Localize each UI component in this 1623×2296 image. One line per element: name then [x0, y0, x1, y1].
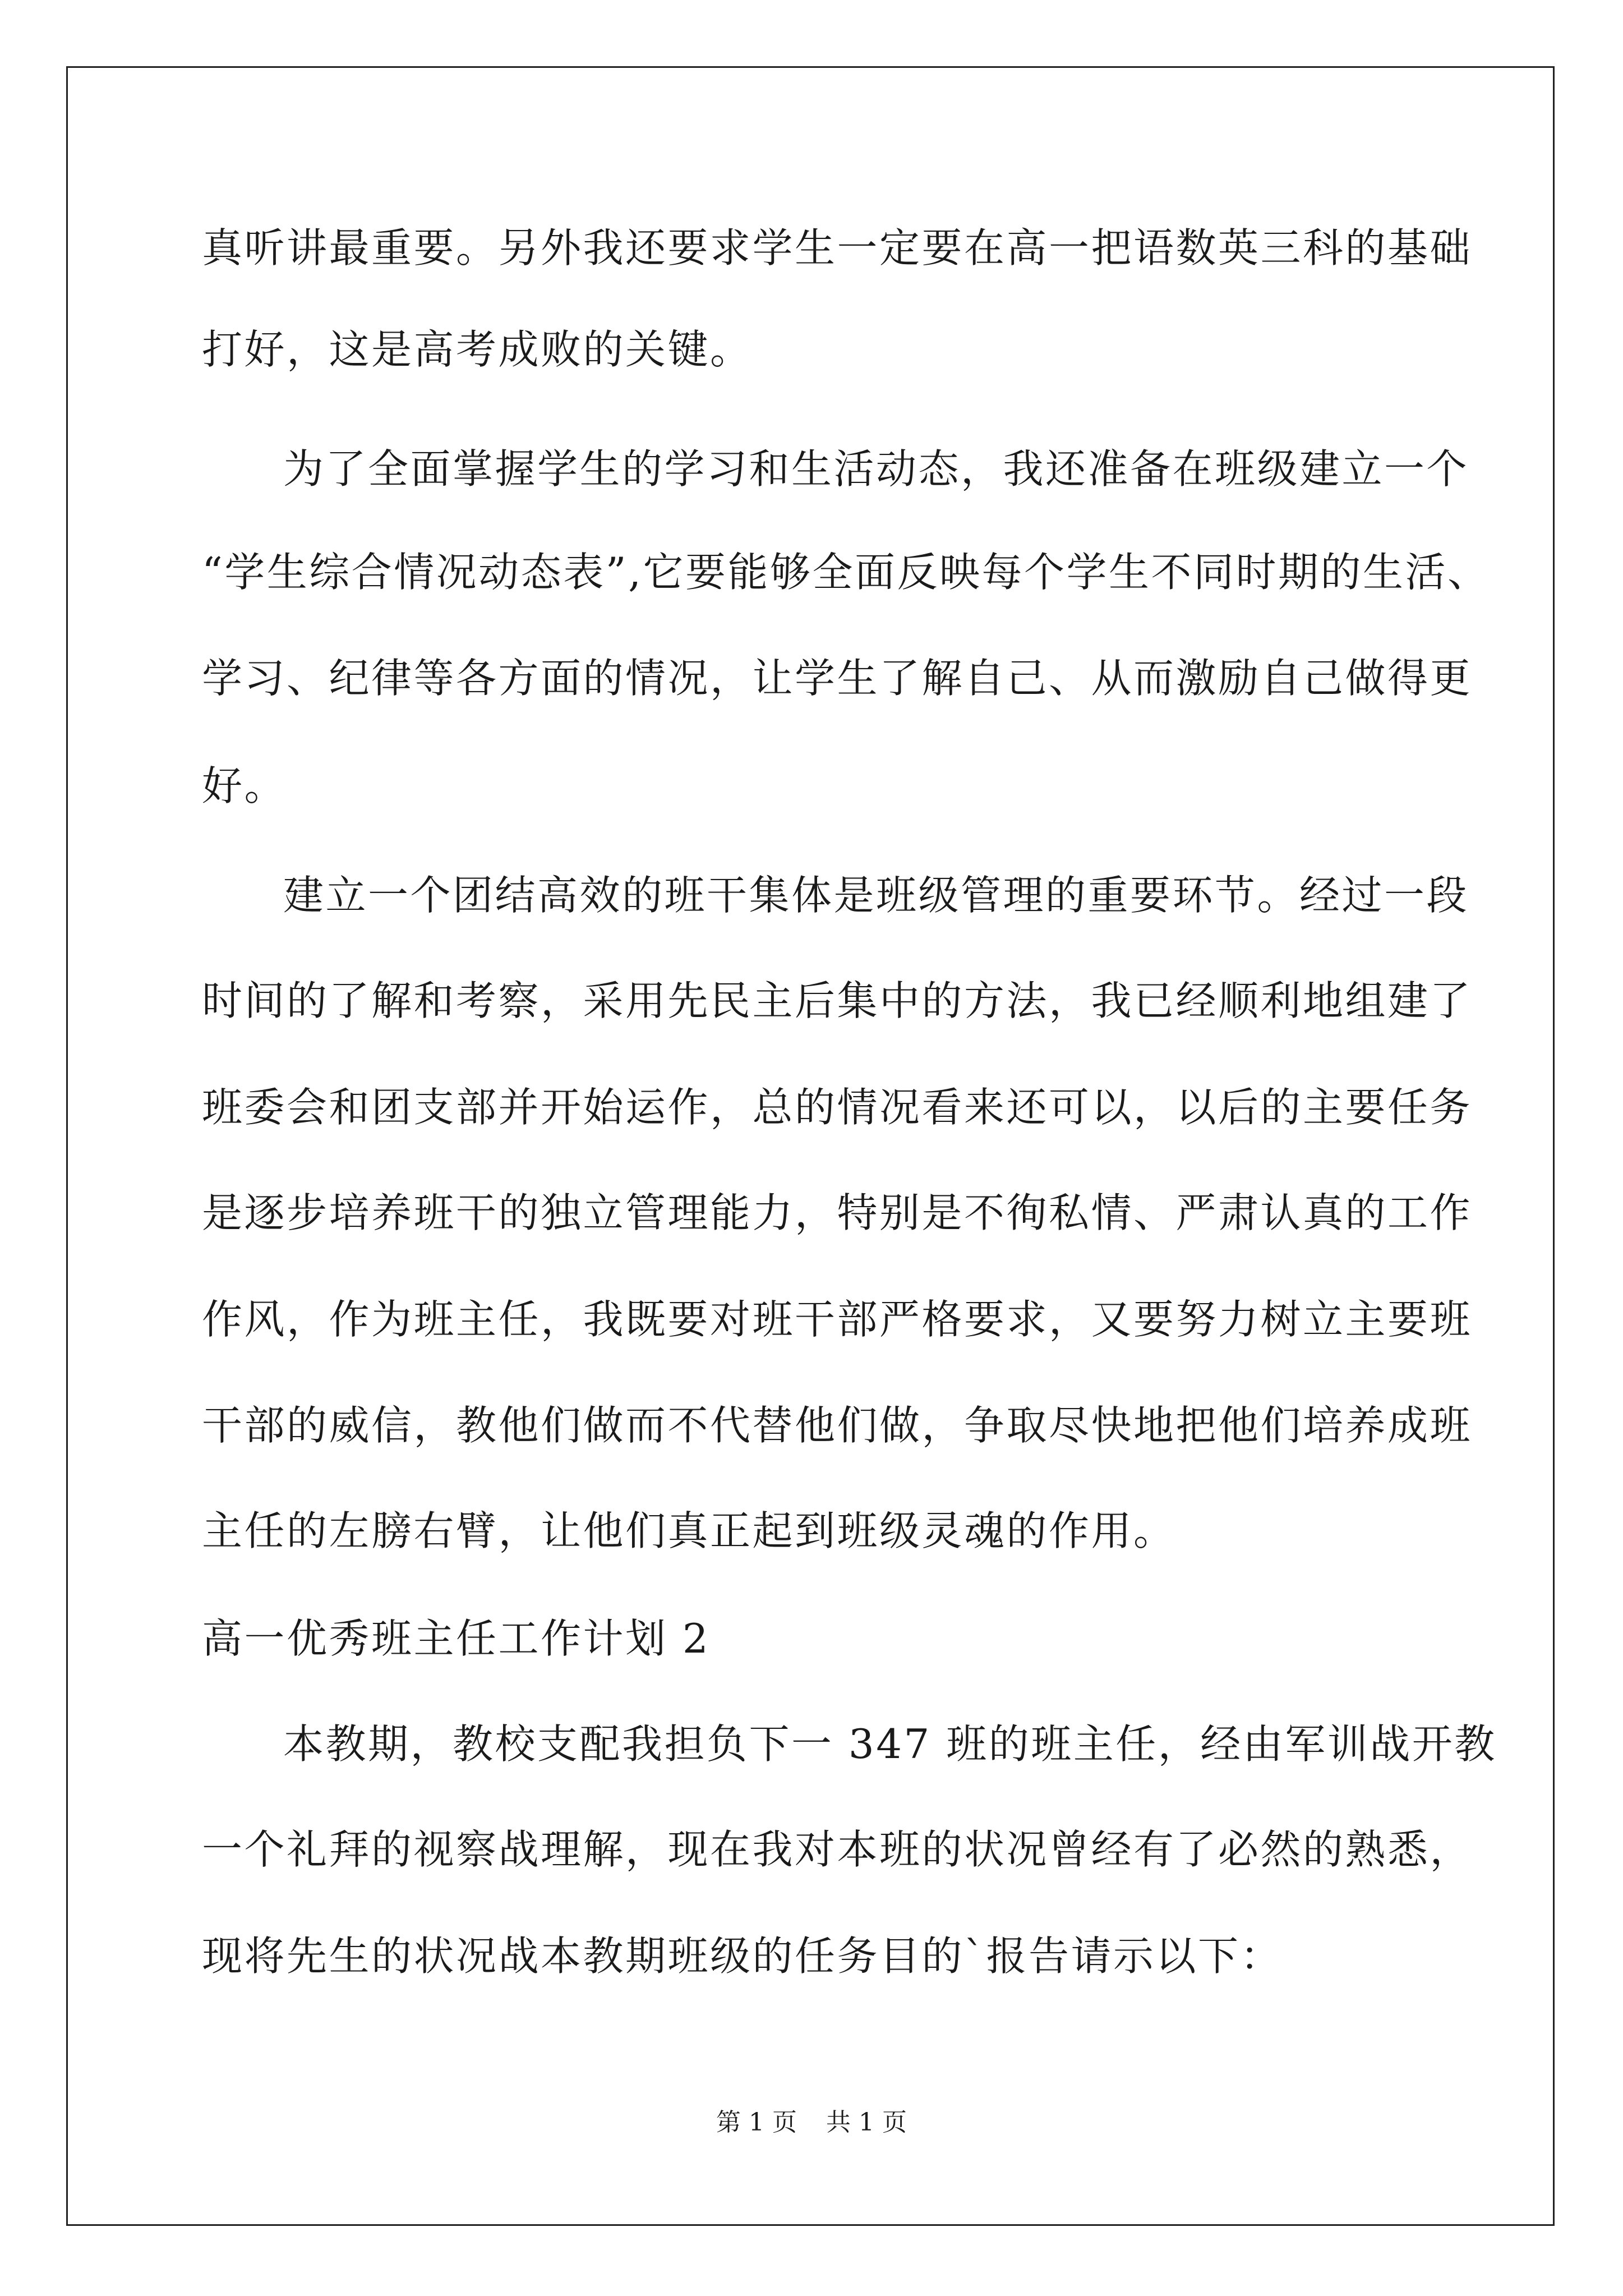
text-line: 主任的左膀右臂，让他们真正起到班级灵魂的作用。	[202, 1507, 1176, 1554]
text-line: 现将先生的状况战本教期班级的任务目的`报告请示以下：	[202, 1932, 1283, 1980]
text-line: “学生综合情况动态表”,它要能够全面反映每个学生不同时期的生活、	[202, 549, 1490, 596]
text-line: 班委会和团支部并开始运作，总的情况看来还可以，以后的主要任务	[202, 1084, 1473, 1131]
text-line: 学习、纪律等各方面的情况，让学生了解自己、从而激励自己做得更	[202, 655, 1473, 702]
text-line: 建立一个团结高效的班干集体是班级管理的重要环节。经过一段	[283, 872, 1469, 919]
text-line: 为了全面掌握学生的学习和生活动态，我还准备在班级建立一个	[283, 445, 1469, 493]
page-total: 共 1 页	[826, 2108, 907, 2137]
text-line: 干部的威信，教他们做而不代替他们做，争取尽快地把他们培养成班	[202, 1402, 1473, 1449]
text-line: 一个礼拜的视察战理解，现在我对本班的状况曾经有了必然的熟悉，	[202, 1826, 1473, 1873]
page-number: 第 1 页	[716, 2108, 797, 2137]
text-line: 好。	[202, 762, 287, 809]
section-heading: 高一优秀班主任工作计划 2	[202, 1615, 711, 1662]
text-line: 作风，作为班主任，我既要对班干部严格要求，又要努力树立主要班	[202, 1296, 1473, 1343]
text-line: 打好，这是高考成败的关键。	[202, 326, 753, 373]
text-line: 本教期，教校支配我担负下一 347 班的班主任，经由军训战开教	[283, 1720, 1497, 1768]
text-line: 时间的了解和考察，采用先民主后集中的方法，我已经顺利地组建了	[202, 977, 1473, 1024]
page-footer	[0, 2110, 1623, 2135]
text-line: 真听讲最重要。另外我还要求学生一定要在高一把语数英三科的基础	[202, 224, 1473, 272]
text-line: 是逐步培养班干的独立管理能力，特别是不徇私情、严肃认真的工作	[202, 1189, 1473, 1236]
page-border	[66, 66, 1555, 2226]
